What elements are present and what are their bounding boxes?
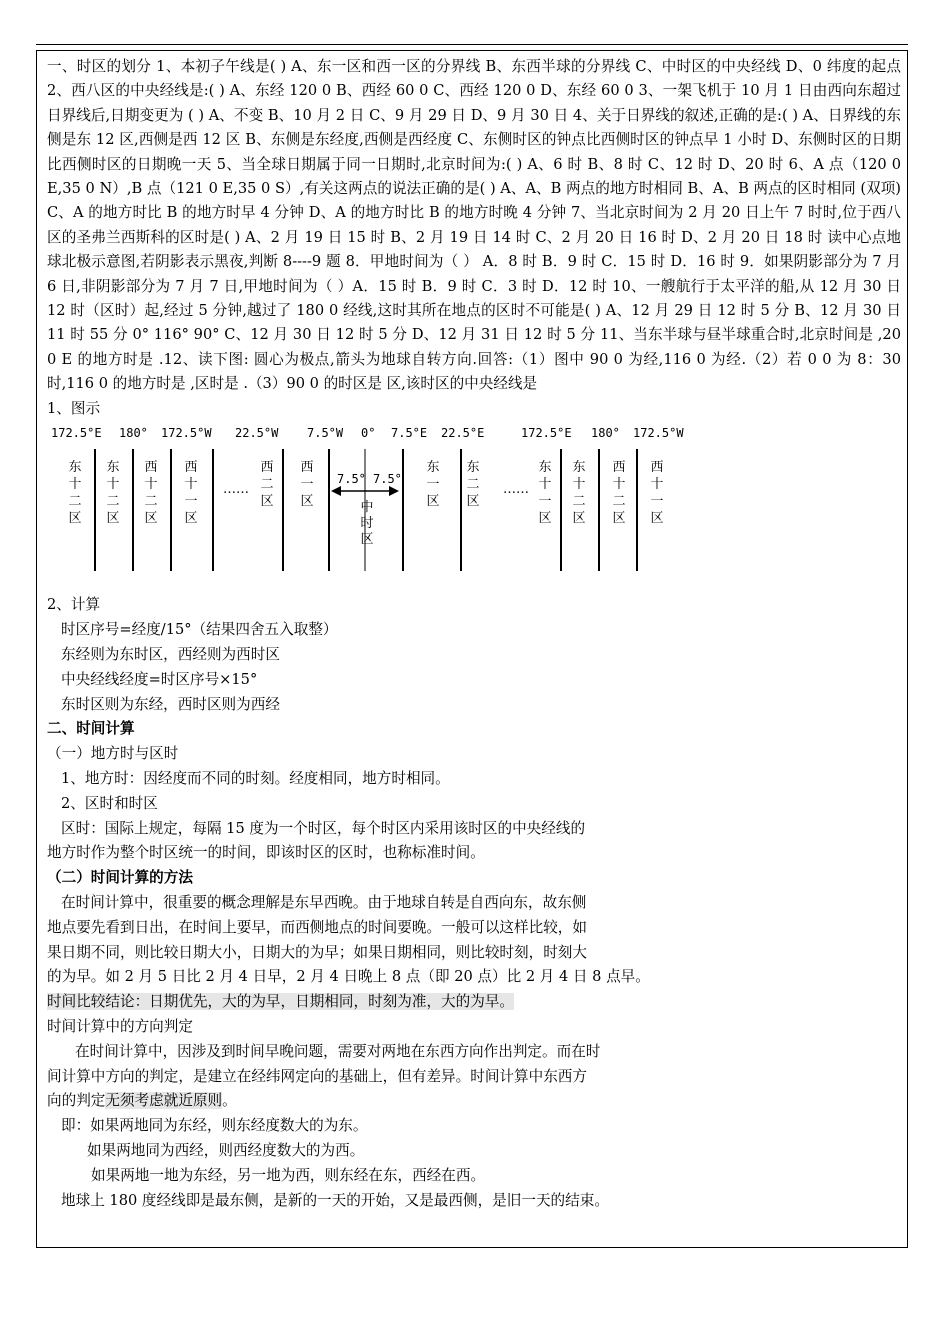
dir-p3-highlight: 无须考虑就近原则	[105, 1092, 223, 1110]
zone-label-2: 西十二区	[144, 460, 158, 527]
dir-p3-c: 。	[222, 1092, 237, 1110]
method-p4: 的为早。如 2 月 5 日比 2 月 4 日早，2 月 4 日晚上 8 点（即 20 点）比 2 月 4 日 8 点早。	[47, 968, 650, 986]
arrow-left-head	[331, 486, 341, 496]
dir-p3	[47, 1089, 901, 1114]
ellipsis-right: ……	[503, 482, 529, 498]
calc-line-2: 东经则为东时区，西经则为西时区	[61, 646, 280, 664]
document-content	[47, 55, 901, 1213]
label-7.5W: 7.5°W	[307, 426, 344, 441]
rule-2: 如果两地同为西经，则西经度数大的为西。	[87, 1142, 365, 1160]
center-zone-char-3: 区	[360, 532, 374, 548]
time-zone-diagram	[47, 423, 707, 583]
label-172.5W-right: 172.5°W	[633, 426, 684, 441]
time-zone-diagram-svg	[47, 423, 707, 583]
part2-title: 二、时间计算	[47, 720, 135, 738]
method-title: （二）时间计算的方法	[47, 869, 193, 887]
diagram-section-title: 1、图示	[47, 399, 101, 417]
zone-label-7: 东二区	[466, 460, 480, 510]
label-180-left: 180°	[119, 426, 148, 441]
zone-label-3: 西十一区	[184, 460, 198, 527]
label-172.5W-left: 172.5°W	[161, 426, 212, 441]
zone-label-10: 西十二区	[612, 460, 626, 527]
label-7.5E: 7.5°E	[391, 426, 428, 441]
calc-line-4: 东时区则为东经，西时区则为西经	[61, 695, 280, 713]
zone-label-11: 西十一区	[650, 460, 664, 527]
method-p1: 在时间计算中，很重要的概念理解是东早西晚。由于地球自转是自西向东，故东侧	[61, 894, 587, 912]
zone-label-5: 西一区	[300, 460, 314, 510]
arrow-right-head	[389, 486, 399, 496]
direction-title: 时间计算中的方向判定	[47, 1018, 193, 1036]
zone-label-0: 东十二区	[68, 460, 82, 527]
calc-line-1: 时区序号=经度/15°（结果四舍五入取整）	[61, 621, 338, 639]
dir-p3-a: 向的判定	[47, 1092, 106, 1110]
zone-label-9: 东十二区	[572, 460, 586, 527]
label-172.5E-right: 172.5°E	[521, 426, 572, 441]
label-22.5E: 22.5°E	[441, 426, 485, 441]
label-22.5W: 22.5°W	[235, 426, 279, 441]
zone-label-1: 东十二区	[106, 460, 120, 527]
zone-time-title: 2、区时和时区	[61, 794, 158, 812]
local-time: 1、地方时：因经度而不同的时刻。经度相同，地方时相同。	[61, 770, 450, 788]
conclusion-highlight: 时间比较结论：日期优先，大的为早，日期相同，时刻为准，大的为早。	[47, 993, 515, 1011]
conclusion-line	[47, 990, 901, 1015]
method-p2: 地点要先看到日出，在时间上要早，而西侧地点的时间要晚。一般可以这样比较，如	[47, 918, 587, 936]
rule-3: 如果两地一地为东经，另一地为西，则东经在东，西经在西。	[91, 1166, 486, 1184]
top-rule	[36, 44, 908, 45]
calc-line-3: 中央经线经度=时区序号×15°	[61, 670, 258, 688]
document-frame	[36, 50, 908, 1248]
label-172.5E-left: 172.5°E	[51, 426, 102, 441]
dir-p2: 间计算中方向的判定，是建立在经纬网定向的基础上，但有差异。时间计算中东西方	[47, 1067, 587, 1085]
zone-label-6: 东一区	[426, 460, 440, 510]
part2-sub1: （一）地方时与区时	[47, 745, 179, 763]
final-line: 地球上 180 度经线即是最东侧，是新的一天的开始，又是最西侧，是旧一天的结束。	[61, 1191, 609, 1209]
dir-p1: 在时间计算中，因涉及到时间早晚问题，需要对两地在东西方向作出判定。而在时	[75, 1042, 601, 1060]
center-zone-char-1: 中	[360, 500, 374, 516]
method-p3: 果日期不同，则比较日期大小，日期大的为早；如果日期相同，则比较时刻，时刻大	[47, 943, 587, 961]
zone-time-p1: 区时：国际上规定，每隔 15 度为一个时区，每个时区内采用该时区的中央经线的	[61, 819, 586, 837]
ellipsis-left: ……	[223, 482, 249, 498]
zone-time-p2: 地方时作为整个时区统一的时间，即该时区的区时，也称标准时间。	[47, 844, 485, 862]
label-0: 0°	[361, 426, 376, 441]
center-zone-char-2: 时	[360, 516, 374, 532]
rule-1: 即：如果两地同为东经，则东经度数大的为东。	[61, 1117, 368, 1135]
zone-label-8: 东十一区	[538, 460, 552, 527]
zone-label-4: 西二区	[260, 460, 274, 510]
label-180-right: 180°	[591, 426, 620, 441]
center-left-angle: 7.5°	[337, 472, 366, 487]
questions-paragraph: 一、时区的划分 1、本初子午线是( ) A、东一区和西一区的分界线 B、东西半球的分界线 C、中时区的中央经线 D、0 纬度的起点 2、西八区的中央经线是:( ) A、东经 120 0 B、西经 60 0 C、西经 120 0 D、东经 60 0 3、一架飞机于 10 月 1 日由西向东超过日界线后,日期变更为 ( ) A、不变 B、10 月 2 日 C、9 月 29 日 D、9 月 30 日 4、关于日界线的叙述,正确的是:( ) A、日界线的东侧是东 12 区,西侧是西 12 区 B、东侧是东经度,西侧是西经度 C、东侧时区的钟点比西侧时区的钟点早 1 小时 D、东侧时区的日期比西侧时区的日期晚一天 5、当全球日期属于同一日期时,北京时间为:( ) A、6 时 B、8 时 C、12 时 D、20 时 6、A 点（120 0 E,35 0 N）,B 点（121 0 E,35 0 S）,有关这两点的说法正确的是( ) A、A、B 两点的地方时相同 B、A、B 两点的区时相同 (双项) C、A 的地方时比 B 的地方时早 4 分钟 D、A 的地方时比 B 的地方时晚 4 分钟 7、当北京时间为 2 月 20 日上午 7 时时,位于西八区的圣弗兰西斯科的区时是( ) A、2 月 19 日 15 时 B、2 月 19 日 14 时 C、2 月 20 日 16 时 D、2 月 20 日 18 时 读中心点地球北极示意图,若阴影表示黑夜,判断 8----9 题 8．甲地时间为（ ） A．8 时 B．9 时 C．15 时 D．16 时 9．如果阴影部分为 7 月 6 日,非阴影部分为 7 月 7 日,甲地时间为（ ）A．15 时 B．9 时 C．3 时 D．12 时 10、一艘航行于太平洋的船,从 12 月 30 日 12 时（区时）起,经过 5 分钟,越过了 180 0 经线,这时其所在地点的区时不可能是( ) A、12 月 29 日 12 时 5 分 B、12 月 30 日 11 时 55 分 0° 116° 90° C、12 月 30 日 12 时 5 分 D、12 月 31 日 12 时 5 分 11、当东半球与昼半球重合时,北京时间是 ,20 0 E 的地方时是 .12、读下图: 圆心为极点,箭头为地球自转方向.回答:（1）图中 90 0 为经,116 0 为经.（2）若 0 0 为 8：30 时,116 0 的地方时是 ,区时是 .（3）90 0 的时区是 区,该时区的中央经线是	[47, 58, 901, 393]
center-right-angle: 7.5°	[373, 472, 402, 487]
calc-title: 2、计算	[47, 596, 101, 614]
